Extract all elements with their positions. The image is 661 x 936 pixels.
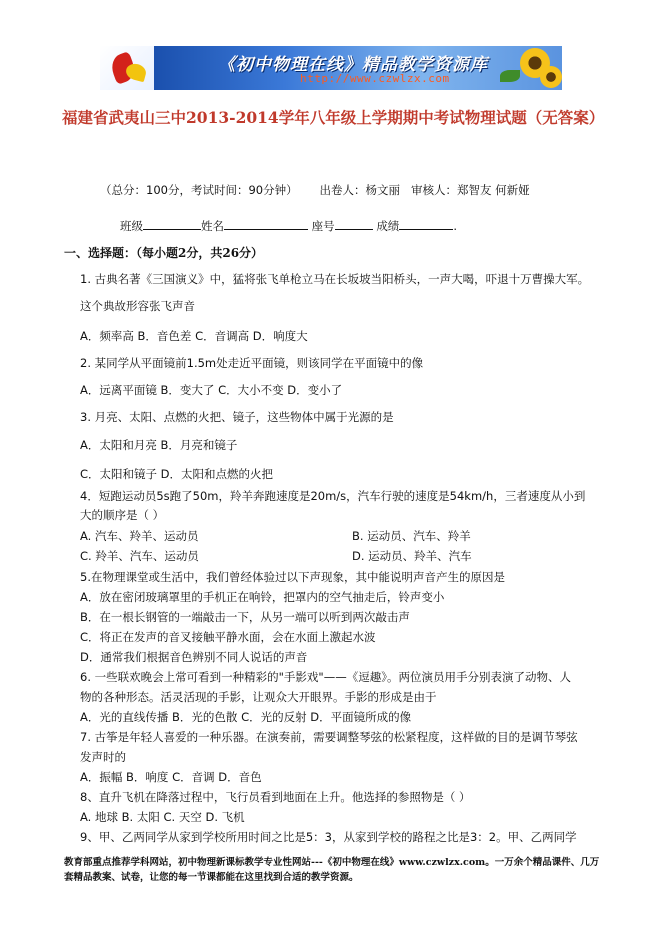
question-line: 2. 某同学从平面镜前1.5m处走近平面镜，则该同学在平面镜中的像: [80, 356, 424, 370]
seat-blank[interactable]: [335, 217, 373, 230]
logo-icon: [100, 46, 154, 90]
option-line: C．太阳和镜子 D．太阳和点燃的火把: [80, 467, 274, 481]
q4-option-c: C. 羚羊、汽车、运动员: [80, 549, 199, 563]
banner-title: 《初中物理在线》精品教学资源库: [218, 55, 488, 75]
option-line: A．频率高 B．音色差 C．音调高 D．响度大: [80, 329, 308, 343]
question-line: 这个典故形容张飞声音: [80, 299, 195, 313]
q4-option-a: A. 汽车、羚羊、运动员: [80, 529, 199, 543]
score-label: 成绩: [376, 219, 400, 233]
option-line: A．振幅 B．响度 C．音调 D．音色: [80, 770, 262, 784]
question-line: 9、甲、乙两同学从家到学校所用时间之比是5：3，从家到学校的路程之比是3：2。甲、乙两同学: [80, 830, 577, 844]
option-line: A. 地球 B. 太阳 C. 天空 D. 飞机: [80, 810, 245, 824]
class-blank[interactable]: [143, 217, 201, 230]
question-line: 7. 古筝是年轻人喜爱的一种乐器。在演奏前，需要调整琴弦的松紧程度，这样做的目的是调节琴弦: [80, 730, 578, 744]
q4-option-d: D. 运动员、羚羊、汽车: [352, 549, 472, 563]
score-blank[interactable]: [399, 217, 453, 230]
question-line: 3. 月亮、太阳、点燃的火把、镜子，这些物体中属于光源的是: [80, 410, 394, 424]
name-label: 姓名: [201, 219, 224, 233]
option-line: A．光的直线传播 B．光的色散 C．光的反射 D．平面镜所成的像: [80, 710, 412, 724]
question-line: 6. 一些联欢晚会上常可看到一种精彩的"手影戏"——《逗趣》。两位演员用手分别表演了动物、人: [80, 670, 571, 684]
seat-label: 座号: [311, 219, 335, 233]
header-banner: [100, 46, 562, 90]
banner-url: http://www.czwlzx.com: [300, 72, 450, 85]
question-line: 5.在物理课堂或生活中，我们曾经体验过以下声现象，其中能说明声音产生的原因是: [80, 570, 505, 584]
option-line: A．远离平面镜 B．变大了 C．大小不变 D．变小了: [80, 383, 343, 397]
section-heading: 一、选择题：（每小题2分，共26分）: [64, 246, 264, 260]
question-line: 大的顺序是（ ）: [80, 508, 165, 522]
option-line: C．将正在发声的音叉接触平静水面，会在水面上激起水波: [80, 630, 376, 644]
q4-option-b: B. 运动员、汽车、羚羊: [352, 529, 471, 543]
option-line: D．通常我们根据音色辨别不同人说话的声音: [80, 650, 308, 664]
page-footer: 教育部重点推荐学科网站，初中物理新课标教学专业性网站---《初中物理在线》www.czwlzx.com。一万余个精品课件、几万套精品教案、试卷，让您的每一节课都能在这里找到合适的教学资源。: [64, 857, 600, 883]
question-line: 4．短跑运动员5s跑了50m，羚羊奔跑速度是20m/s，汽车行驶的速度是54km/h，三者速度从小到: [80, 489, 586, 503]
option-line: A．太阳和月亮 B．月亮和镜子: [80, 438, 238, 452]
option-line: B．在一根长钢管的一端敲击一下，从另一端可以听到两次敲击声: [80, 610, 410, 624]
student-info-line: 班级 姓名 座号 成绩 .: [120, 219, 457, 233]
class-label: 班级: [120, 219, 143, 233]
sunflower-icon: [540, 66, 562, 88]
question-line: 1. 古典名著《三国演义》中，猛将张飞单枪立马在长坂坡当阳桥头，一声大喝，吓退十万曹操大军。: [80, 272, 590, 286]
leaf-icon: [500, 70, 520, 82]
question-line: 8、直升飞机在降落过程中，飞行员看到地面在上升。他选择的参照物是（ ）: [80, 790, 471, 804]
question-line: 物的各种形态。活灵活现的手影，让观众大开眼界。手影的形成是由于: [80, 690, 437, 704]
name-blank[interactable]: [224, 217, 308, 230]
option-line: A．放在密闭玻璃罩里的手机正在响铃，把罩内的空气抽走后，铃声变小: [80, 590, 445, 604]
exam-meta: （总分：100分，考试时间：90分钟） 出卷人：杨文丽 审核人：郑智友 何新娅: [100, 183, 530, 197]
question-line: 发声时的: [80, 750, 126, 764]
document-title: 福建省武夷山三中2013-2014学年八年级上学期期中考试物理试题（无答案）: [62, 108, 605, 127]
